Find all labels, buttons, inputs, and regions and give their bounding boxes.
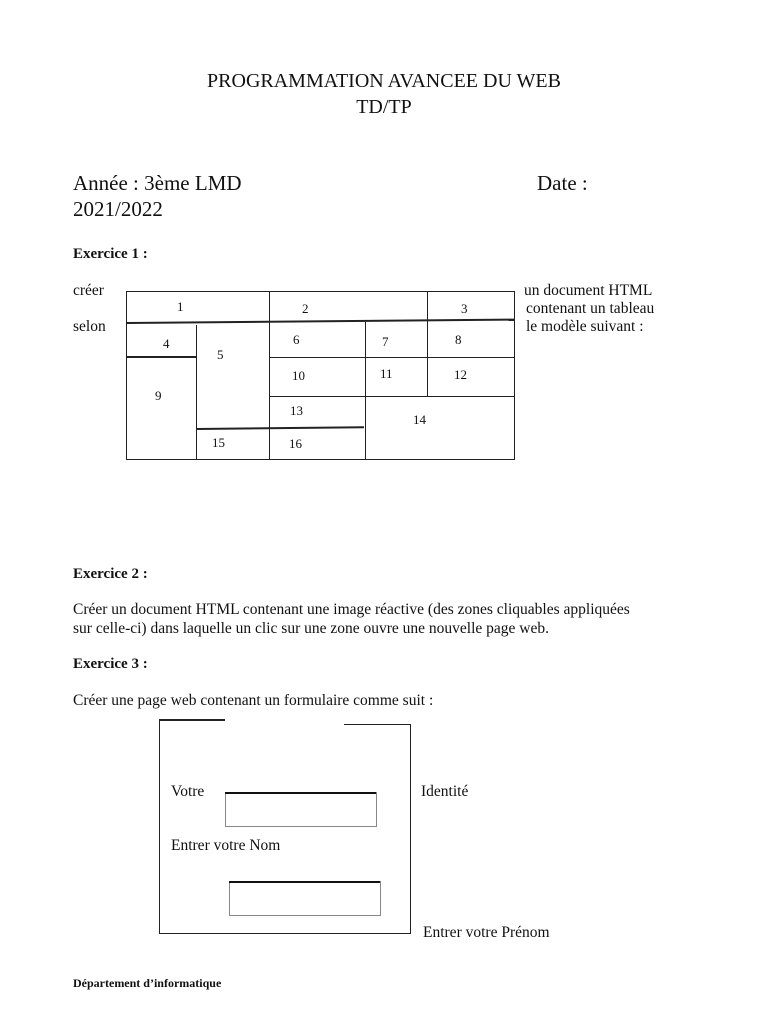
firstname-label: Entrer votre Prénom [423, 924, 550, 941]
table-cell-3: 3 [461, 301, 468, 316]
exercise1-text-right-1: un document HTML [524, 282, 653, 299]
exercise2-line2: sur celle-ci) dans laquelle un clic sur une zone ouvre une nouvelle page web. [73, 620, 550, 637]
table-cell-7: 7 [382, 334, 389, 349]
year-label: Année : 3ème LMD [73, 171, 242, 195]
table-cell-10: 10 [292, 368, 305, 383]
academic-year: 2021/2022 [73, 197, 163, 221]
table-cell-14: 14 [413, 412, 426, 427]
table-cell-15: 15 [212, 435, 225, 450]
fieldset-top-right [344, 724, 411, 725]
table-cell-16: 16 [289, 436, 302, 451]
form-legend-right: Identité [421, 783, 469, 800]
doc-title: PROGRAMMATION AVANCEE DU WEB [207, 70, 561, 92]
table-cell-4: 4 [163, 336, 170, 351]
exercise1-text-left-2: selon [73, 318, 106, 335]
firstname-input[interactable] [229, 881, 381, 916]
exercise2-heading: Exercice 2 : [73, 566, 148, 582]
name-label: Entrer votre Nom [171, 837, 281, 854]
name-input[interactable] [225, 792, 377, 827]
footer-department: Département d’informatique [73, 976, 222, 990]
table-cell-12: 12 [454, 367, 467, 382]
table-cell-6: 6 [293, 332, 300, 347]
table-cell-11: 11 [380, 366, 393, 381]
exercise1-text-right-3: le modèle suivant : [526, 318, 644, 335]
table-cell-2: 2 [302, 301, 309, 316]
exercise1-text-left-1: créer [73, 282, 104, 299]
name-input-top-edge [225, 792, 376, 794]
firstname-input-top-edge [229, 881, 380, 883]
fieldset-bottom [159, 933, 411, 934]
exercise1-heading: Exercice 1 : [73, 246, 148, 262]
form-legend-left: Votre [171, 783, 205, 800]
table-cell-13: 13 [290, 403, 303, 418]
exercise2-line1: Créer un document HTML contenant une image réactive (des zones cliquables appliquées [73, 601, 630, 618]
table-cell-8: 8 [455, 332, 462, 347]
table-cell-9: 9 [155, 388, 162, 403]
fieldset-left [159, 719, 160, 934]
exercise3-intro: Créer une page web contenant un formulaire comme suit : [73, 692, 434, 709]
table-cell-5: 5 [217, 347, 224, 362]
date-label: Date : [537, 171, 588, 195]
doc-subtitle: TD/TP [356, 96, 412, 118]
exercise3-heading: Exercice 3 : [73, 656, 148, 672]
fieldset-right [410, 724, 411, 934]
fieldset-top-left [159, 719, 225, 721]
exercise1-text-right-2: contenant un tableau [526, 300, 655, 317]
table-cell-1: 1 [177, 299, 184, 314]
